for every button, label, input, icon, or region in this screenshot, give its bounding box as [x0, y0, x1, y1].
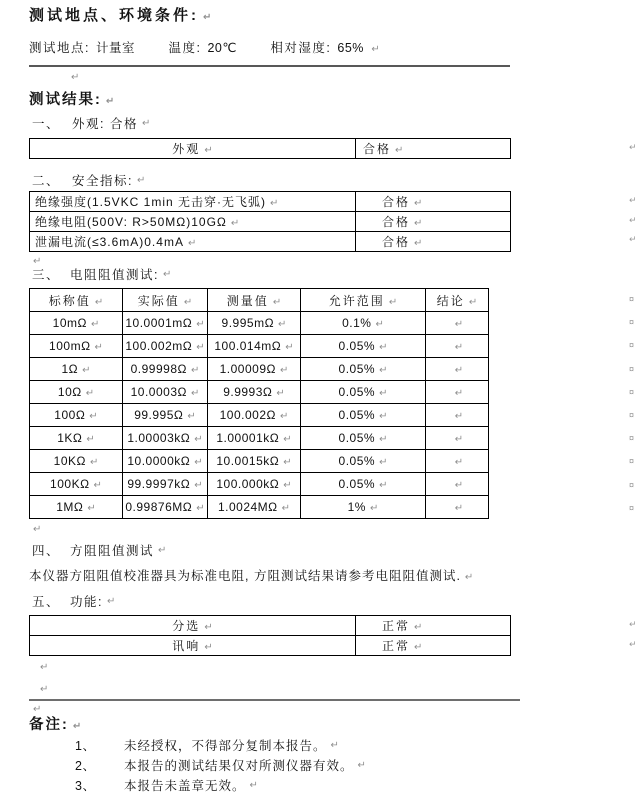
paragraph-mark: ↵: [94, 342, 103, 353]
cell-nominal: 100KΩ ↵: [30, 473, 123, 496]
cell-conclusion: [426, 496, 489, 519]
paragraph-mark: ↵: [357, 760, 366, 771]
table-row: [30, 212, 511, 232]
env-location-label: 测试地点:: [29, 41, 90, 55]
remark-item: [75, 756, 622, 776]
cell-measured: 100.002Ω ↵: [208, 404, 301, 427]
paragraph-mark: ↵: [204, 145, 213, 156]
cell-actual: 10.0000kΩ ↵: [123, 450, 208, 473]
paragraph-mark: ↵: [89, 411, 98, 422]
paragraph-mark: ↵: [86, 434, 95, 445]
paragraph-mark: ↵: [379, 388, 388, 399]
table-row: [30, 381, 489, 404]
paragraph-mark: ↵: [285, 342, 294, 353]
appearance-heading-number: 一、: [32, 117, 61, 131]
env-conditions-line: [29, 40, 622, 58]
table-row: [30, 232, 511, 252]
cell-item: [30, 616, 356, 636]
safety-item: 绝缘电阻(500V: R>50MΩ)10GΩ: [35, 215, 227, 229]
env-humidity-value: 65%: [337, 41, 364, 55]
table-row: [30, 358, 489, 381]
paragraph-mark: ↵: [379, 457, 388, 468]
cell-conclusion: [426, 358, 489, 381]
cell-conclusion: [426, 381, 489, 404]
row-end-mark: ↵: [629, 195, 637, 205]
paragraph-mark: ↵: [379, 342, 388, 353]
functions-heading-number: 五、: [32, 595, 61, 609]
cell-conclusion: [426, 404, 489, 427]
row-end-marks: [629, 191, 637, 250]
paragraph-mark: ↵: [40, 662, 49, 673]
cell-range: 0.05% ↵: [301, 381, 426, 404]
paragraph-mark: ↵: [183, 296, 193, 308]
appearance-table: [29, 138, 511, 159]
cell-conclusion: [426, 335, 489, 358]
row-end-mark: ¤: [629, 479, 635, 490]
remark-text: 未经授权，不得部分复制本报告。: [124, 739, 327, 753]
col-header-nominal: 标称值 ↵: [30, 289, 123, 312]
resistance-heading-number: 三、: [32, 268, 61, 282]
safety-result: 合格: [382, 235, 411, 249]
cell-nominal: 1KΩ ↵: [30, 427, 123, 450]
cell-measured: 9.995mΩ ↵: [208, 312, 301, 335]
paragraph-mark: ↵: [454, 411, 464, 422]
remarks-title-text: 备注:: [29, 717, 69, 733]
col-header-measured: 测量值 ↵: [208, 289, 301, 312]
paragraph-mark: ↵: [230, 218, 240, 229]
table-row: [30, 404, 489, 427]
empty-paragraph: [29, 522, 622, 534]
sheet-resistance-heading: [32, 543, 622, 559]
cell-actual: 99.9997kΩ ↵: [123, 473, 208, 496]
paragraph-mark: ↵: [136, 175, 146, 186]
sheet-resistance-note-text: 本仪器方阻阻值校准器具为标准电阻, 方阻测试结果请参考电阻阻值测试.: [29, 569, 461, 583]
paragraph-mark: ↵: [162, 269, 172, 280]
cell-measured: 100.014mΩ ↵: [208, 335, 301, 358]
paragraph-mark: ↵: [283, 434, 292, 445]
cell-actual: 0.99876MΩ ↵: [123, 496, 208, 519]
paragraph-mark: ↵: [278, 319, 287, 330]
paragraph-mark: ↵: [196, 342, 205, 353]
cell-conclusion: [426, 427, 489, 450]
paragraph-mark: ↵: [414, 198, 423, 209]
paragraph-mark: ↵: [196, 319, 205, 330]
paragraph-mark: ↵: [94, 296, 104, 308]
safety-result: 合格: [382, 215, 411, 229]
paragraph-mark: ↵: [249, 780, 258, 791]
appearance-table-wrap: [29, 138, 637, 159]
table-row: [30, 192, 511, 212]
col-header-conclusion: 结论 ↵: [426, 289, 489, 312]
paragraph-mark: ↵: [194, 457, 203, 468]
paragraph-mark: ↵: [40, 684, 49, 695]
cell-item: [30, 139, 356, 159]
table-header-row: [30, 289, 489, 312]
cell-conclusion: [426, 473, 489, 496]
paragraph-mark: ↵: [85, 388, 95, 399]
row-end-mark: ↵: [629, 638, 637, 649]
cell-actual: 1.00003kΩ ↵: [123, 427, 208, 450]
cell-item: [30, 636, 356, 656]
paragraph-mark: ↵: [82, 365, 91, 376]
paragraph-mark: ↵: [395, 145, 404, 156]
paragraph-mark: ↵: [33, 524, 42, 535]
safety-table-wrap: [29, 191, 637, 252]
table-row: [30, 616, 511, 636]
paragraph-mark: ↵: [388, 296, 398, 308]
cell-range: 0.1% ↵: [301, 312, 426, 335]
paragraph-mark: ↵: [89, 457, 99, 468]
function-item: 讯响: [172, 639, 201, 653]
row-end-mark: ↵: [629, 619, 637, 629]
appearance-heading: [32, 116, 622, 132]
functions-table-wrap: [29, 615, 637, 656]
appearance-heading-text: 外观: 合格: [72, 117, 138, 131]
paragraph-mark: ↵: [464, 572, 474, 583]
paragraph-mark: ↵: [283, 480, 292, 491]
table-row: [30, 139, 511, 159]
resistance-heading-text: 电阻阻值测试:: [70, 268, 159, 282]
cell-item: [30, 232, 356, 252]
paragraph-mark: ↵: [276, 388, 285, 399]
function-result: 正常: [382, 639, 411, 653]
row-end-mark: ¤: [629, 317, 635, 328]
functions-heading-text: 功能:: [70, 595, 103, 609]
paragraph-mark: ↵: [106, 596, 116, 607]
safety-heading-text: 安全指标:: [72, 174, 133, 188]
paragraph-mark: ↵: [196, 503, 205, 514]
table-row: [30, 427, 489, 450]
paragraph-mark: ↵: [71, 72, 80, 83]
cell-measured: 1.0024MΩ ↵: [208, 496, 301, 519]
cell-range: 0.05% ↵: [301, 358, 426, 381]
paragraph-mark: ↵: [187, 411, 196, 422]
col-header-range: 允许范围 ↵: [301, 289, 426, 312]
paragraph-mark: ↵: [414, 642, 423, 653]
cell-result: [356, 192, 511, 212]
cell-actual: 99.995Ω ↵: [123, 404, 208, 427]
paragraph-mark: ↵: [454, 480, 464, 491]
env-temperature-value: 20℃: [207, 41, 237, 55]
row-end-mark: ¤: [629, 363, 635, 374]
empty-paragraph: [67, 69, 622, 82]
appearance-result: 合格: [363, 142, 392, 156]
cell-result: [356, 616, 511, 636]
remark-item: [75, 736, 622, 756]
paragraph-mark: ↵: [272, 296, 282, 308]
sheet-resistance-note: [29, 568, 622, 586]
safety-result: 合格: [382, 195, 411, 209]
paragraph-mark: ↵: [454, 457, 464, 468]
row-end-marks: [629, 288, 634, 520]
cell-measured: 9.9993Ω ↵: [208, 381, 301, 404]
row-end-mark: ¤: [629, 502, 635, 513]
paragraph-mark: ↵: [204, 622, 213, 633]
cell-measured: 1.00009Ω ↵: [208, 358, 301, 381]
cell-actual: 10.0001mΩ ↵: [123, 312, 208, 335]
paragraph-mark: ↵: [454, 342, 464, 353]
paragraph-mark: ↵: [379, 365, 388, 376]
cell-range: 0.05% ↵: [301, 450, 426, 473]
row-end-mark: ¤: [629, 409, 635, 420]
paragraph-mark: ↵: [468, 296, 478, 308]
env-humidity-label: 相对湿度:: [270, 41, 332, 55]
table-row: [30, 312, 489, 335]
paragraph-mark: ↵: [141, 118, 151, 129]
paragraph-mark: ↵: [90, 319, 100, 330]
table-row: [30, 473, 489, 496]
resistance-table-wrap: [29, 288, 635, 519]
safety-item: 绝缘强度(1.5VKC 1min 无击穿·无飞弧): [35, 195, 267, 209]
cell-nominal: 10KΩ ↵: [30, 450, 123, 473]
row-end-mark: ↵: [629, 234, 637, 244]
row-end-mark: ¤: [629, 386, 635, 397]
empty-paragraph: [36, 681, 622, 694]
cell-range: 1% ↵: [301, 496, 426, 519]
paragraph-mark: ↵: [379, 434, 388, 445]
resistance-table: [29, 288, 489, 519]
safety-item: 泄漏电流(≤3.6mA)0.4mA: [35, 235, 184, 249]
cell-result: [356, 232, 511, 252]
paragraph-mark: ↵: [414, 622, 423, 633]
cell-conclusion: [426, 450, 489, 473]
paragraph-mark: ↵: [105, 96, 115, 107]
row-end-mark: ↵: [629, 142, 637, 152]
empty-paragraph: [36, 659, 622, 672]
table-row: [30, 335, 489, 358]
functions-heading: [32, 594, 622, 610]
paragraph-mark: ↵: [187, 238, 197, 249]
paragraph-mark: ↵: [33, 256, 42, 267]
cell-result: [356, 636, 511, 656]
paragraph-mark: ↵: [369, 503, 379, 514]
paragraph-mark: ↵: [375, 319, 384, 330]
cell-range: 0.05% ↵: [301, 404, 426, 427]
paragraph-mark: ↵: [283, 457, 292, 468]
row-end-mark: ¤: [629, 433, 635, 444]
cell-actual: 10.0003Ω ↵: [123, 381, 208, 404]
results-section-title-text: 测试结果:: [29, 92, 102, 108]
table-row: [30, 450, 489, 473]
paragraph-mark: ↵: [93, 480, 102, 491]
cell-nominal: 1MΩ ↵: [30, 496, 123, 519]
env-section-title: [29, 6, 622, 27]
cell-range: 0.05% ↵: [301, 473, 426, 496]
cell-nominal: 10Ω ↵: [30, 381, 123, 404]
remark-text: 本报告的测试结果仅对所测仪器有效。: [124, 759, 354, 773]
paragraph-mark: ↵: [203, 12, 212, 23]
row-end-mark: ¤: [629, 456, 635, 467]
remark-text: 本报告未盖章无效。: [124, 779, 246, 793]
remark-item: [75, 776, 622, 796]
empty-paragraph: [29, 702, 622, 714]
env-location-value: 计量室: [95, 41, 135, 55]
cell-result: [356, 212, 511, 232]
paragraph-mark: ↵: [279, 411, 289, 422]
cell-conclusion: [426, 312, 489, 335]
paragraph-mark: ↵: [281, 503, 291, 514]
cell-measured: 100.000kΩ ↵: [208, 473, 301, 496]
empty-paragraph: [29, 254, 622, 266]
row-end-mark: ¤: [629, 294, 635, 304]
cell-item: [30, 192, 356, 212]
paragraph-mark: ↵: [279, 365, 289, 376]
paragraph-mark: ↵: [454, 434, 464, 445]
function-item: 分选: [172, 619, 201, 633]
cell-nominal: 10mΩ ↵: [30, 312, 123, 335]
cell-actual: 100.002mΩ ↵: [123, 335, 208, 358]
paragraph-mark: ↵: [194, 480, 203, 491]
remarks-list: [29, 736, 622, 796]
function-result: 正常: [382, 619, 411, 633]
paragraph-mark: ↵: [190, 388, 200, 399]
appearance-item: 外观: [172, 142, 201, 156]
paragraph-mark: ↵: [379, 411, 388, 422]
cell-range: 0.05% ↵: [301, 427, 426, 450]
row-end-mark: ¤: [629, 340, 635, 351]
paragraph-mark: ↵: [190, 365, 200, 376]
cell-measured: 1.00001kΩ ↵: [208, 427, 301, 450]
table-row: [30, 496, 489, 519]
paragraph-mark: ↵: [414, 238, 423, 249]
paragraph-mark: ↵: [414, 218, 423, 229]
cell-nominal: 100Ω ↵: [30, 404, 123, 427]
remarks-title: [29, 716, 622, 736]
table-row: [30, 636, 511, 656]
paragraph-mark: ↵: [371, 44, 380, 55]
paragraph-mark: ↵: [194, 434, 203, 445]
cell-actual: 0.99998Ω ↵: [123, 358, 208, 381]
paragraph-mark: ↵: [158, 545, 167, 556]
paragraph-mark: ↵: [454, 319, 464, 330]
safety-heading-number: 二、: [32, 174, 61, 188]
sheet-resistance-heading-number: 四、: [32, 544, 61, 558]
row-end-marks: [629, 138, 637, 158]
remark-number: 3、: [75, 779, 96, 793]
paragraph-mark: ↵: [379, 480, 388, 491]
paragraph-mark: ↵: [204, 642, 213, 653]
env-section-title-text: 测试地点、环境条件:: [29, 7, 199, 24]
cell-measured: 10.0015kΩ ↵: [208, 450, 301, 473]
cell-nominal: 1Ω ↵: [30, 358, 123, 381]
paragraph-mark: ↵: [454, 365, 464, 376]
row-end-mark: ↵: [629, 214, 637, 225]
paragraph-mark: ↵: [87, 503, 96, 514]
safety-table: [29, 191, 511, 252]
row-end-marks: [629, 615, 637, 654]
remark-number: 1、: [75, 739, 96, 753]
safety-heading: [32, 173, 622, 189]
paragraph-mark: ↵: [270, 198, 279, 209]
cell-range: 0.05% ↵: [301, 335, 426, 358]
results-section-title: [29, 91, 622, 111]
paragraph-mark: ↵: [454, 388, 464, 399]
top-divider-line: [29, 65, 510, 67]
env-temperature-label: 温度:: [168, 41, 202, 55]
paragraph-mark: ↵: [454, 503, 464, 514]
functions-table: [29, 615, 511, 656]
paragraph-mark: ↵: [33, 704, 42, 715]
sheet-resistance-heading-text: 方阻阻值测试: [70, 544, 155, 558]
remark-number: 2、: [75, 759, 96, 773]
resistance-heading: [32, 267, 622, 283]
cell-item: [30, 212, 356, 232]
col-header-actual: 实际值 ↵: [123, 289, 208, 312]
cell-result: [356, 139, 511, 159]
cell-nominal: 100mΩ ↵: [30, 335, 123, 358]
bottom-divider-line: [29, 699, 520, 701]
paragraph-mark: ↵: [72, 721, 82, 732]
paragraph-mark: ↵: [330, 740, 339, 751]
